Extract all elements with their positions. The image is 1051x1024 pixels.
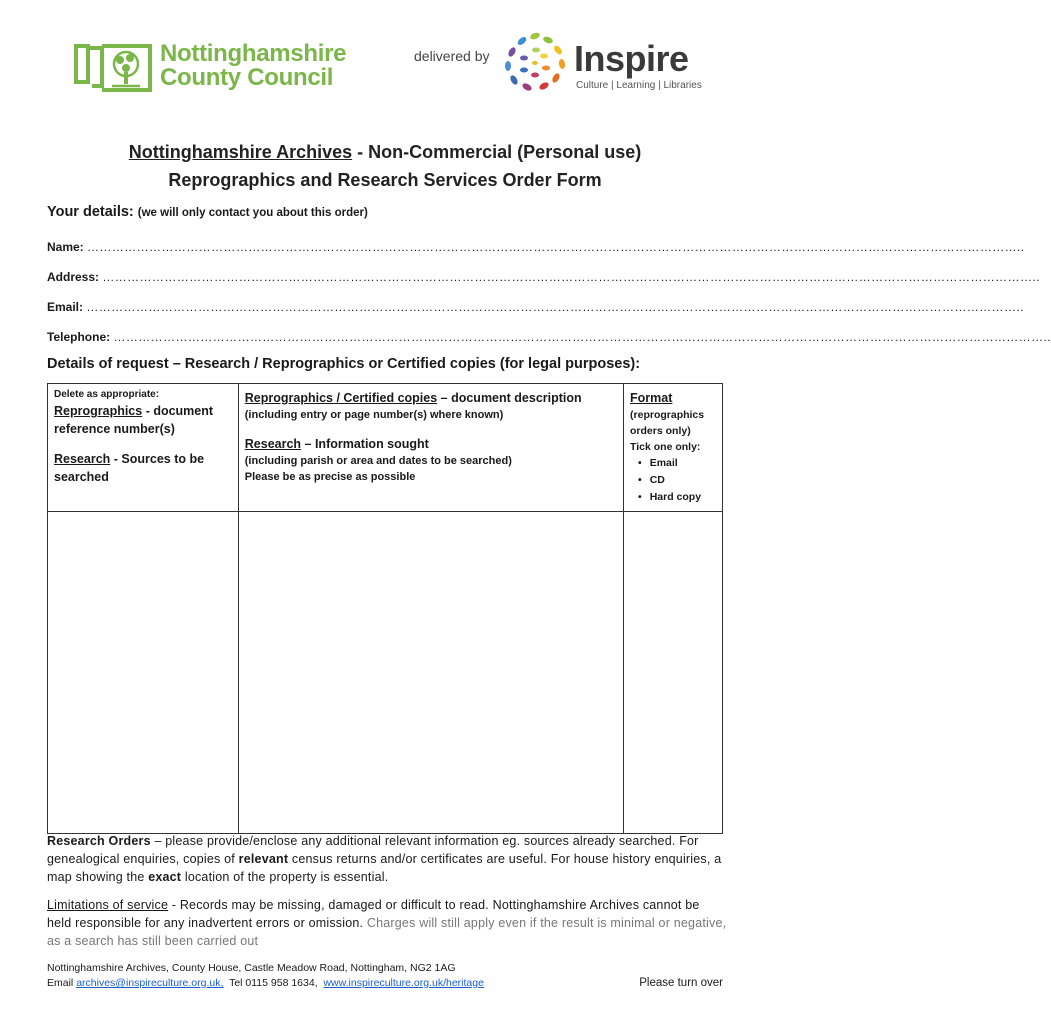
col2-repro-text: – document description (437, 391, 582, 405)
inspire-tagline: Culture | Learning | Libraries (576, 80, 702, 91)
footer-email-link[interactable]: archives@inspireculture.org.uk, (76, 977, 224, 989)
request-header-row (48, 384, 723, 512)
ncc-emblem-icon (72, 42, 156, 94)
delete-note: Delete as appropriate: (54, 389, 160, 400)
col1-header (48, 384, 239, 512)
email-field[interactable] (47, 300, 1024, 314)
address-field[interactable] (47, 270, 1040, 284)
col2-repro-note: (including entry or page number(s) where known) (244, 409, 504, 421)
col1-research-label: Research (54, 452, 111, 466)
format-option-cd[interactable]: • CD (630, 472, 716, 489)
delivered-by-label: delivered by (414, 48, 490, 64)
your-details-label: Your details: (47, 204, 134, 220)
email-label: Email: (47, 300, 84, 314)
name-label: Name: (47, 240, 84, 254)
footer-website-link[interactable]: www.inspireculture.org.uk/heritage (323, 977, 484, 989)
telephone-field[interactable] (47, 330, 1051, 344)
ncc-line-2: County Council (160, 64, 334, 91)
limitations-paragraph (47, 896, 727, 950)
format-note-1: (reprographics (630, 409, 705, 421)
format-note-2: orders only) (630, 425, 691, 437)
col2-entry-cell[interactable] (238, 512, 623, 834)
col3-header (624, 384, 723, 512)
format-heading: Format (630, 391, 673, 405)
inspire-logo (500, 28, 730, 98)
your-details-heading (47, 204, 368, 220)
col2-repro-label: Reprographics / Certified copies (244, 391, 438, 405)
notes-section (47, 832, 727, 960)
col3-entry-cell[interactable] (624, 512, 723, 834)
name-field[interactable] (47, 240, 1025, 254)
request-heading: Details of request – Research / Reprographics or Certified copies (for legal purposes): (47, 356, 641, 372)
col2-header (238, 384, 623, 512)
ncc-line-1: Nottinghamshire (160, 40, 347, 67)
research-text-1: – please provide/enclose any additional relevant information eg. sources already searched. For genealogical enquiries, copies of (47, 834, 699, 866)
research-relevant: relevant (238, 852, 289, 866)
limitations-label: Limitations of service (47, 898, 169, 912)
footer-address: Nottinghamshire Archives, County House, Castle Meadow Road, Nottingham, NG2 1AG (47, 962, 456, 974)
your-details-note: (we will only contact you about this order) (137, 207, 368, 219)
title-noncommercial: - Non-Commercial (Personal use) (352, 142, 642, 162)
title-line-2: Reprographics and Research Services Order Form (168, 170, 602, 190)
format-note-3: Tick one only: (630, 441, 701, 453)
request-table (47, 383, 723, 834)
page-header (0, 0, 770, 110)
limitations-text: - Records may be missing, damaged or difficult to read. Nottinghamshire Archives cannot be held responsible for any inadvertent errors or omission. (47, 898, 700, 930)
col1-entry-cell[interactable] (48, 512, 239, 834)
footer-email-label: Email (47, 977, 77, 989)
footer-contact (47, 976, 723, 991)
inspire-petals-icon (500, 28, 570, 94)
research-text-2: census returns and/or certificates are useful. For house history enquiries, a map showing the (47, 852, 722, 884)
limitations-grey-text: Charges will still apply even if the result is minimal or negative, as a search has still been carried out (47, 916, 727, 948)
inspire-wordmark: Inspire (574, 38, 689, 79)
col1-research-text: - Sources to be searched (54, 452, 205, 484)
col2-research-text: – Information sought (301, 437, 429, 451)
format-options (630, 455, 716, 506)
form-title (0, 138, 770, 194)
col2-research-note-1: (including parish or area and dates to be searched) (244, 455, 512, 467)
format-option-email[interactable]: • Email (630, 455, 716, 472)
telephone-label: Telephone: (47, 330, 111, 344)
nottinghamshire-county-council-logo (72, 40, 382, 96)
please-turn-over: Please turn over (639, 977, 723, 989)
research-exact: exact (148, 870, 182, 884)
col1-repro-label: Reprographics (54, 404, 143, 418)
col2-research-label: Research (244, 437, 302, 451)
telephone-dots: ……………………………………………………………………………………………………………………………………………………………………………………………………….. (113, 330, 1051, 344)
title-archives: Nottinghamshire Archives (128, 142, 353, 162)
col2-research-note-2: Please be as precise as possible (244, 471, 416, 483)
col1-repro-text: - document reference number(s) (54, 404, 214, 436)
footer-telephone: Tel 0115 958 1634, (223, 977, 324, 989)
research-orders-label: Research Orders (47, 834, 151, 848)
research-orders-paragraph (47, 832, 727, 886)
name-dots: ……………………………………………………………………………………………………………………………………………………………………………………………………….. (87, 240, 1025, 254)
research-text-3: location of the property is essential. (181, 870, 389, 884)
format-option-hard-copy[interactable]: • Hard copy (630, 489, 716, 506)
request-entry-row (48, 512, 723, 834)
address-dots: ……………………………………………………………………………………………………………………………………………………………………………………………………….. (102, 270, 1040, 284)
email-dots: ……………………………………………………………………………………………………………………………………………………………………………………………………….. (86, 300, 1024, 314)
page-footer (47, 961, 723, 991)
address-label: Address: (47, 270, 100, 284)
